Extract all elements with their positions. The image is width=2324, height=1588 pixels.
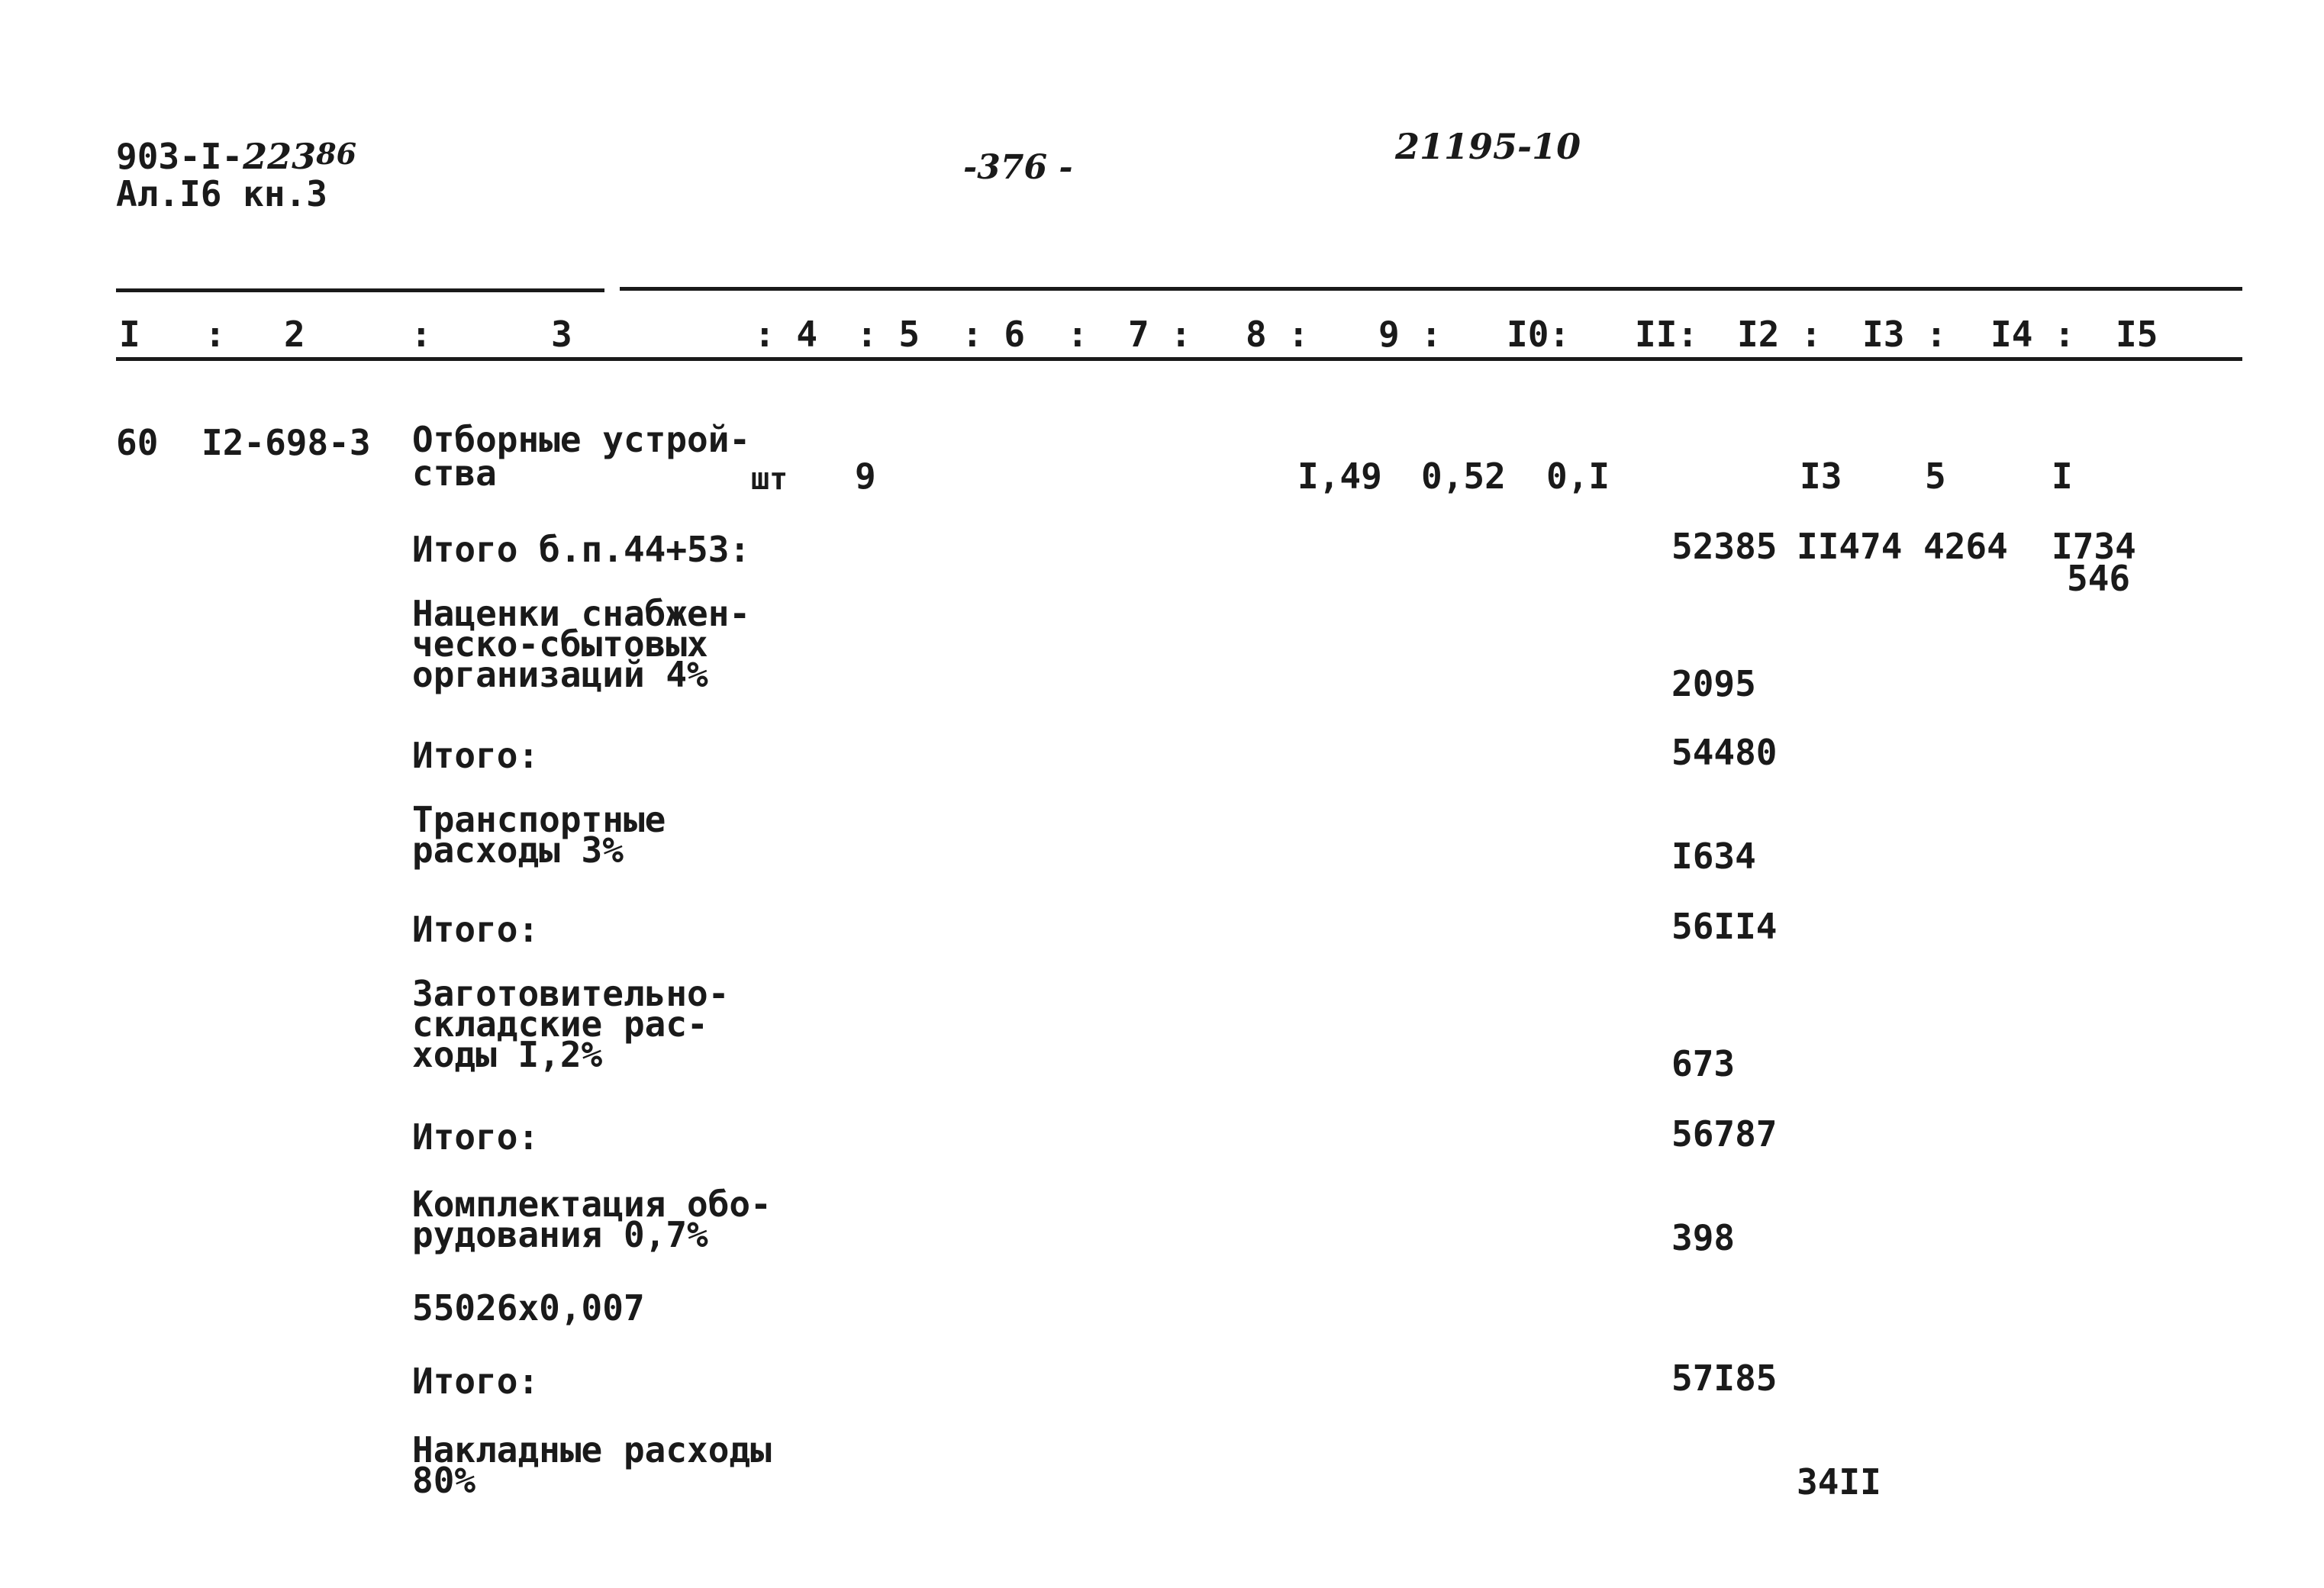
row-label: Итого: xyxy=(412,735,540,776)
unit: шт xyxy=(751,462,788,497)
col-head-12: I2 : xyxy=(1737,314,1822,355)
page-number: -376 - xyxy=(963,148,1073,187)
row-label: Транспортные расходы 3% xyxy=(412,799,666,871)
cell-col14: I xyxy=(2052,456,2073,497)
col-head-3: 3 xyxy=(551,314,572,355)
col-head-6: : 6 xyxy=(962,314,1026,355)
cell-col11: 56II4 xyxy=(1671,906,1778,947)
row-label: Итого: xyxy=(412,1116,540,1158)
cell-col12: I3 xyxy=(1800,456,1842,497)
col-head-2: 2 xyxy=(284,314,305,355)
row-number: 60 xyxy=(116,422,159,463)
col-head-4: : 4 xyxy=(754,314,818,355)
col-head-8: 8 : xyxy=(1246,314,1310,355)
document-code-year: 86 xyxy=(316,137,357,171)
cell-col12: II474 xyxy=(1797,526,1903,567)
cell-col11: 52385 xyxy=(1671,526,1778,567)
price-code: I2-698-3 xyxy=(201,422,371,463)
cell-col10: 0,I xyxy=(1546,456,1610,497)
col-sep: : xyxy=(1067,314,1088,355)
col-head-11: II: xyxy=(1635,314,1699,355)
col-head-15: I5 xyxy=(2116,314,2158,355)
album-reference: Ал.I6 кн.3 xyxy=(116,173,327,214)
cell-col11: 673 xyxy=(1671,1043,1736,1084)
cell-col12: 34II xyxy=(1797,1461,1881,1503)
col-head-7: 7 : xyxy=(1128,314,1192,355)
col-head-14: I4 : xyxy=(1990,314,2075,355)
header-rule-top-left xyxy=(116,288,604,292)
cell-col13: 4264 xyxy=(1923,526,2008,567)
cell-col14: I734 xyxy=(2052,526,2136,567)
cell-col14-second: 546 xyxy=(2067,558,2131,599)
col-head-10: I0: xyxy=(1507,314,1571,355)
item-name-line2: ства xyxy=(412,453,497,494)
document-code-handwritten: 223 xyxy=(243,136,317,177)
cell-col11: 56787 xyxy=(1671,1113,1778,1155)
stamp-number: 21195-10 xyxy=(1395,126,1581,167)
header-rule-top-right xyxy=(620,287,2242,291)
cell-col11: I634 xyxy=(1671,836,1756,877)
row-label: Итого: xyxy=(412,909,540,950)
row-label: Заготовительно- складские рас- ходы I,2% xyxy=(412,973,730,1075)
cell-col11: 54480 xyxy=(1671,732,1778,773)
cell-col11: 398 xyxy=(1671,1217,1736,1258)
row-label: Накладные расходы 80% xyxy=(412,1429,772,1501)
quantity: 9 xyxy=(855,456,876,497)
row-label: Наценки снабжен- ческо-сбытовых организаций 4% xyxy=(412,593,751,695)
document-code-prefix: 903-I- xyxy=(116,136,243,177)
col-head-13: I3 : xyxy=(1862,314,1947,355)
row-label: Итого: xyxy=(412,1361,540,1402)
col-sep: : xyxy=(411,314,432,355)
document-code xyxy=(116,136,356,175)
row-label: Итого б.п.44+53: xyxy=(412,529,751,570)
col-head-1: I xyxy=(119,314,140,355)
header-rule-bottom xyxy=(116,357,2242,361)
row-label: Комплектация обо- рудования 0,7% xyxy=(412,1184,772,1255)
cell-col8: I,49 xyxy=(1297,456,1382,497)
item-name-line1: Отборные устрой- xyxy=(412,419,751,460)
col-sep: : xyxy=(205,314,226,355)
row-label: 55026х0,007 xyxy=(412,1287,645,1329)
cell-col13: 5 xyxy=(1925,456,1946,497)
col-head-5: : 5 xyxy=(856,314,920,355)
cell-col9: 0,52 xyxy=(1421,456,1506,497)
col-head-9: 9 : xyxy=(1378,314,1442,355)
cell-col11: 57I85 xyxy=(1671,1358,1778,1399)
cell-col11: 2095 xyxy=(1671,663,1756,704)
